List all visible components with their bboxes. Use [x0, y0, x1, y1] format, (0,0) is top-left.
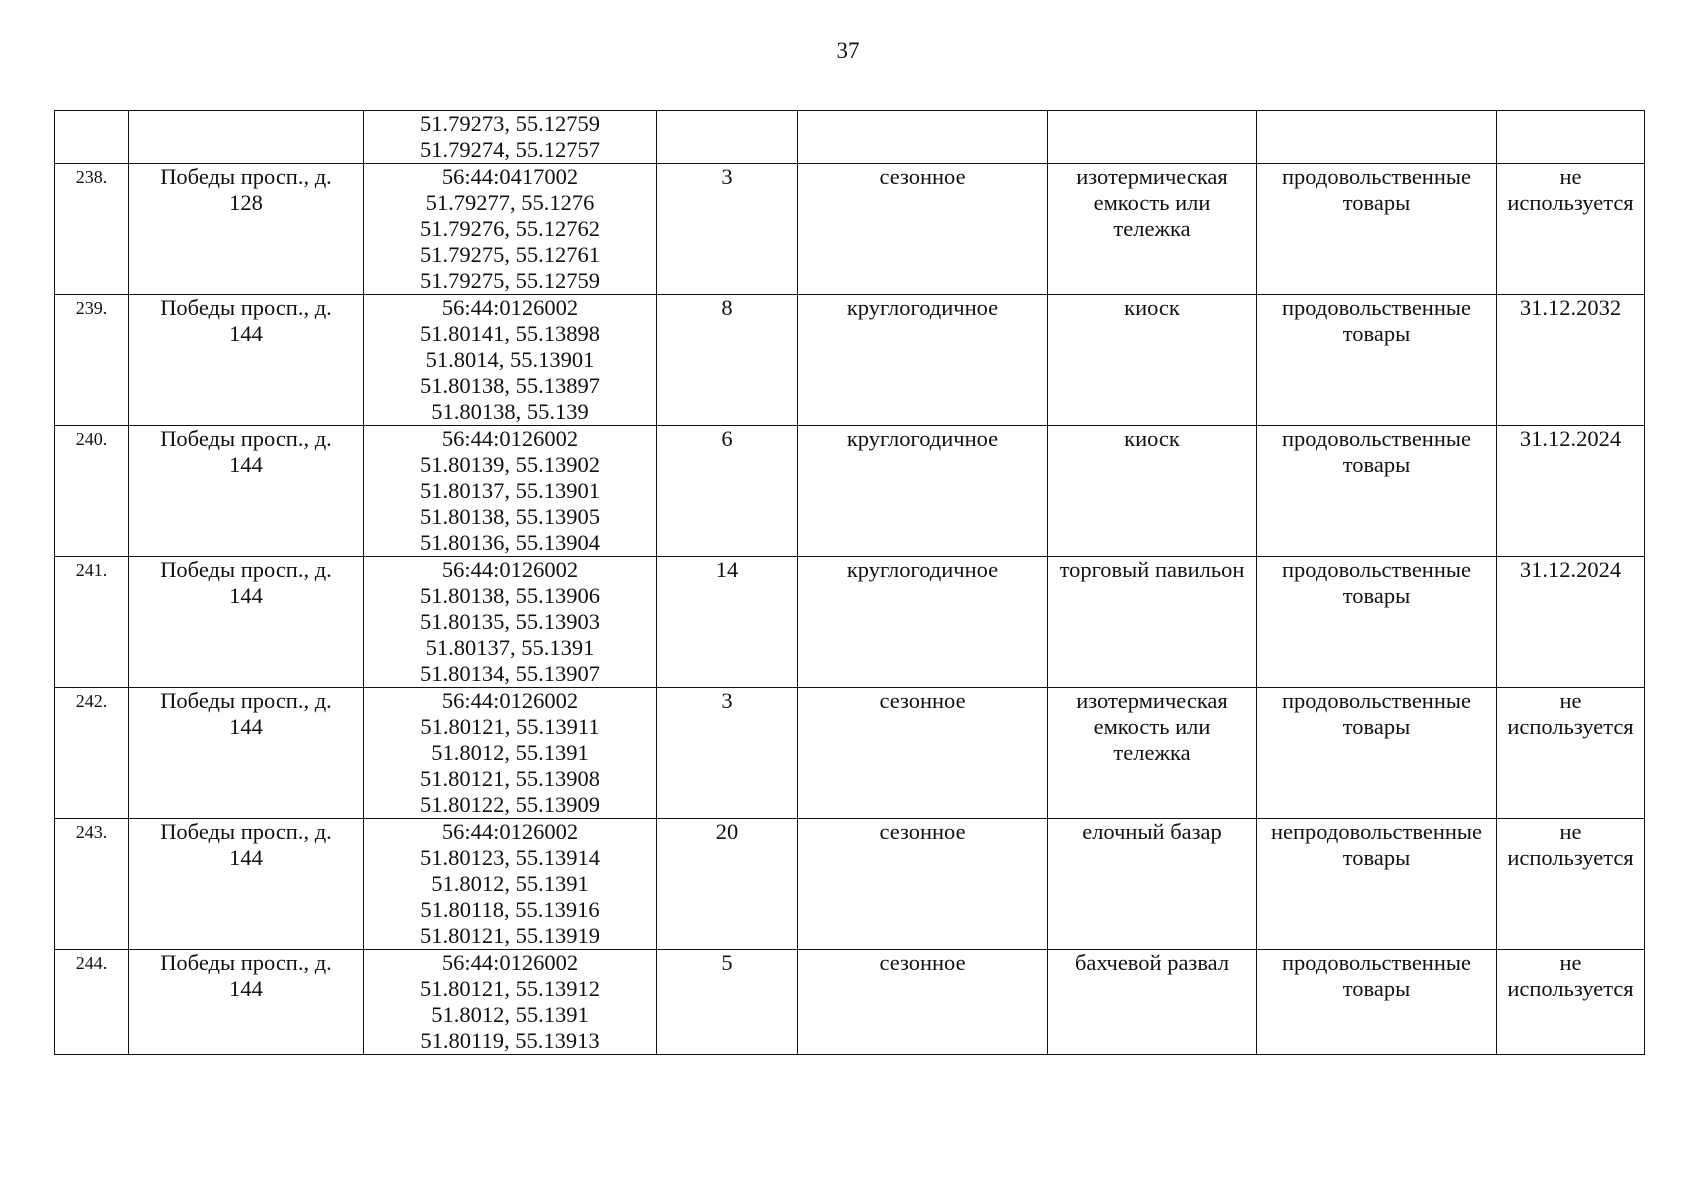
cell-num: [55, 295, 129, 426]
goods-line: непродовольственные: [1270, 819, 1482, 844]
row-number: 238.: [75, 167, 108, 187]
period-value: сезонное: [879, 950, 966, 975]
object-type-line: емкость или: [1093, 714, 1211, 739]
area-value: 6: [721, 426, 733, 451]
term-line: 31.12.2024: [1519, 426, 1622, 451]
table-row: [55, 557, 1645, 688]
cell-term: [1497, 557, 1645, 688]
cadastral-number: 56:44:0417002: [441, 164, 579, 189]
coord-line: 51.79275, 55.12761: [420, 242, 600, 267]
object-type-line: бахчевой развал: [1074, 950, 1230, 975]
cell-coords: [364, 950, 657, 1055]
row-number: 244.: [75, 953, 108, 973]
cadastral-number: 56:44:0126002: [441, 950, 579, 975]
address-line: Победы просп., д.: [160, 426, 332, 451]
coord-line: 51.8012, 55.1391: [431, 740, 589, 765]
page-number: 37: [836, 38, 860, 63]
cell-term: [1497, 164, 1645, 295]
cell-address: [129, 557, 364, 688]
cell-num: [55, 819, 129, 950]
cell-coords: [364, 295, 657, 426]
object-type-line: изотермическая: [1076, 688, 1228, 713]
cell-period: [798, 426, 1048, 557]
placement-table: [54, 110, 1645, 1055]
coord-line: 51.80118, 55.13916: [420, 897, 600, 922]
cell-goods: [1257, 111, 1497, 164]
table-body: [55, 111, 1645, 1055]
address-line: 128: [229, 190, 263, 215]
cell-area: [657, 950, 798, 1055]
address-line: Победы просп., д.: [160, 557, 332, 582]
period-value: сезонное: [879, 819, 966, 844]
cell-object-type: [1048, 819, 1257, 950]
cell-term: [1497, 111, 1645, 164]
coord-line: 51.80121, 55.13912: [420, 976, 600, 1001]
cell-object-type: [1048, 557, 1257, 688]
cell-goods: [1257, 164, 1497, 295]
cell-goods: [1257, 295, 1497, 426]
cell-term: [1497, 688, 1645, 819]
coord-line: 51.79274, 55.12757: [420, 137, 600, 162]
goods-line: товары: [1342, 452, 1411, 477]
goods-line: товары: [1342, 976, 1411, 1001]
cell-area: [657, 111, 798, 164]
cell-object-type: [1048, 426, 1257, 557]
period-value: сезонное: [879, 688, 966, 713]
goods-line: товары: [1342, 714, 1411, 739]
object-type-line: изотермическая: [1076, 164, 1228, 189]
cell-num: [55, 688, 129, 819]
cell-num: [55, 164, 129, 295]
object-type-line: киоск: [1124, 295, 1180, 320]
cell-address: [129, 950, 364, 1055]
object-type-line: емкость или: [1093, 190, 1211, 215]
cell-period: [798, 950, 1048, 1055]
cell-goods: [1257, 688, 1497, 819]
cell-period: [798, 688, 1048, 819]
cell-num: [55, 950, 129, 1055]
area-value: 5: [721, 950, 733, 975]
address-line: 144: [229, 452, 263, 477]
object-type-line: елочный базар: [1082, 819, 1222, 844]
address-line: Победы просп., д.: [160, 950, 332, 975]
table-row: [55, 950, 1645, 1055]
coord-line: 51.79276, 55.12762: [420, 216, 600, 241]
period-value: круглогодичное: [846, 295, 999, 320]
address-line: Победы просп., д.: [160, 164, 332, 189]
cadastral-number: 56:44:0126002: [441, 819, 579, 844]
cell-period: [798, 164, 1048, 295]
address-line: Победы просп., д.: [160, 295, 332, 320]
cell-address: [129, 295, 364, 426]
address-line: Победы просп., д.: [160, 819, 332, 844]
table-row: [55, 819, 1645, 950]
cell-object-type: [1048, 688, 1257, 819]
goods-line: продовольственные: [1282, 688, 1471, 713]
cell-area: [657, 164, 798, 295]
cell-object-type: [1048, 950, 1257, 1055]
goods-line: товары: [1342, 321, 1411, 346]
coord-line: 51.80141, 55.13898: [420, 321, 600, 346]
area-value: 8: [721, 295, 733, 320]
coord-line: 51.80122, 55.13909: [420, 792, 600, 817]
coord-line: 51.80136, 55.13904: [420, 530, 600, 555]
coord-line: 51.80121, 55.13908: [420, 766, 600, 791]
cell-coords: [364, 557, 657, 688]
cell-term: [1497, 819, 1645, 950]
coord-line: 51.79277, 55.1276: [425, 190, 595, 215]
coord-line: 51.80138, 55.13897: [420, 373, 600, 398]
cell-goods: [1257, 819, 1497, 950]
goods-line: продовольственные: [1282, 950, 1471, 975]
cell-address: [129, 688, 364, 819]
table-row: [55, 688, 1645, 819]
coord-line: 51.80121, 55.13919: [420, 923, 600, 948]
goods-line: товары: [1342, 190, 1411, 215]
goods-line: продовольственные: [1282, 426, 1471, 451]
cell-goods: [1257, 426, 1497, 557]
term-line: 31.12.2024: [1519, 557, 1622, 582]
cell-period: [798, 295, 1048, 426]
goods-line: продовольственные: [1282, 557, 1471, 582]
term-line: не: [1559, 950, 1582, 975]
coord-line: 51.8012, 55.1391: [431, 1002, 589, 1027]
row-number: 242.: [75, 691, 108, 711]
row-number: 239.: [75, 298, 108, 318]
cell-address: [129, 426, 364, 557]
coord-line: 51.80134, 55.13907: [420, 661, 600, 686]
address-line: 144: [229, 583, 263, 608]
term-line: используется: [1507, 190, 1634, 215]
cell-area: [657, 819, 798, 950]
term-line: используется: [1507, 845, 1634, 870]
term-line: не: [1559, 164, 1582, 189]
cell-coords: [364, 164, 657, 295]
address-line: Победы просп., д.: [160, 688, 332, 713]
cell-area: [657, 688, 798, 819]
cadastral-number: 56:44:0126002: [441, 426, 579, 451]
cell-term: [1497, 426, 1645, 557]
area-value: 3: [721, 164, 733, 189]
cadastral-number: 56:44:0126002: [441, 557, 579, 582]
coord-line: 51.80119, 55.13913: [420, 1028, 600, 1053]
coord-line: 51.79275, 55.12759: [420, 268, 600, 293]
cell-area: [657, 557, 798, 688]
object-type-line: киоск: [1124, 426, 1180, 451]
cadastral-number: 56:44:0126002: [441, 295, 579, 320]
address-line: 144: [229, 976, 263, 1001]
cell-address: [129, 164, 364, 295]
table-row-continuation: [55, 111, 1645, 164]
coord-line: 51.80137, 55.13901: [420, 478, 600, 503]
term-line: не: [1559, 819, 1582, 844]
goods-line: продовольственные: [1282, 295, 1471, 320]
address-line: 144: [229, 714, 263, 739]
cell-area: [657, 295, 798, 426]
period-value: круглогодичное: [846, 426, 999, 451]
coord-line: 51.80123, 55.13914: [420, 845, 600, 870]
coord-line: 51.80138, 55.13905: [420, 504, 600, 529]
object-type-line: торговый павильон: [1059, 557, 1245, 582]
row-number: 241.: [75, 560, 108, 580]
goods-line: товары: [1342, 845, 1411, 870]
cell-num: [55, 111, 129, 164]
row-number: 240.: [75, 429, 108, 449]
cell-period: [798, 557, 1048, 688]
cell-term: [1497, 295, 1645, 426]
object-type-line: тележка: [1113, 216, 1191, 241]
coord-line: 51.80139, 55.13902: [420, 452, 600, 477]
cell-num: [55, 557, 129, 688]
coord-line: 51.8014, 55.13901: [425, 347, 595, 372]
coord-line: 51.80138, 55.139: [431, 399, 589, 424]
coord-line: 51.80138, 55.13906: [420, 583, 600, 608]
cell-period: [798, 819, 1048, 950]
row-number: 243.: [75, 822, 108, 842]
coord-line: 51.80121, 55.13911: [420, 714, 600, 739]
term-line: используется: [1507, 976, 1634, 1001]
coord-line: 51.80137, 55.1391: [425, 635, 595, 660]
area-value: 20: [715, 819, 739, 844]
cell-num: [55, 426, 129, 557]
cadastral-number: 56:44:0126002: [441, 688, 579, 713]
cell-period: [798, 111, 1048, 164]
term-line: 31.12.2032: [1519, 295, 1622, 320]
table-row: [55, 164, 1645, 295]
area-value: 14: [715, 557, 739, 582]
cell-object-type: [1048, 295, 1257, 426]
table-row: [55, 295, 1645, 426]
period-value: круглогодичное: [846, 557, 999, 582]
cell-object-type: [1048, 111, 1257, 164]
period-value: сезонное: [879, 164, 966, 189]
coord-line: 51.8012, 55.1391: [431, 871, 589, 896]
table-row: [55, 426, 1645, 557]
address-line: 144: [229, 845, 263, 870]
cell-address: [129, 111, 364, 164]
cell-coords: [364, 819, 657, 950]
term-line: не: [1559, 688, 1582, 713]
cell-coords: [364, 426, 657, 557]
area-value: 3: [721, 688, 733, 713]
goods-line: товары: [1342, 583, 1411, 608]
cell-area: [657, 426, 798, 557]
object-type-line: тележка: [1113, 740, 1191, 765]
cell-coords: [364, 111, 657, 164]
goods-line: продовольственные: [1282, 164, 1471, 189]
cell-object-type: [1048, 164, 1257, 295]
cell-term: [1497, 950, 1645, 1055]
address-line: 144: [229, 321, 263, 346]
cell-goods: [1257, 950, 1497, 1055]
term-line: используется: [1507, 714, 1634, 739]
cell-address: [129, 819, 364, 950]
coord-line: 51.80135, 55.13903: [420, 609, 600, 634]
cell-coords: [364, 688, 657, 819]
cell-goods: [1257, 557, 1497, 688]
coord-line: 51.79273, 55.12759: [420, 111, 600, 136]
